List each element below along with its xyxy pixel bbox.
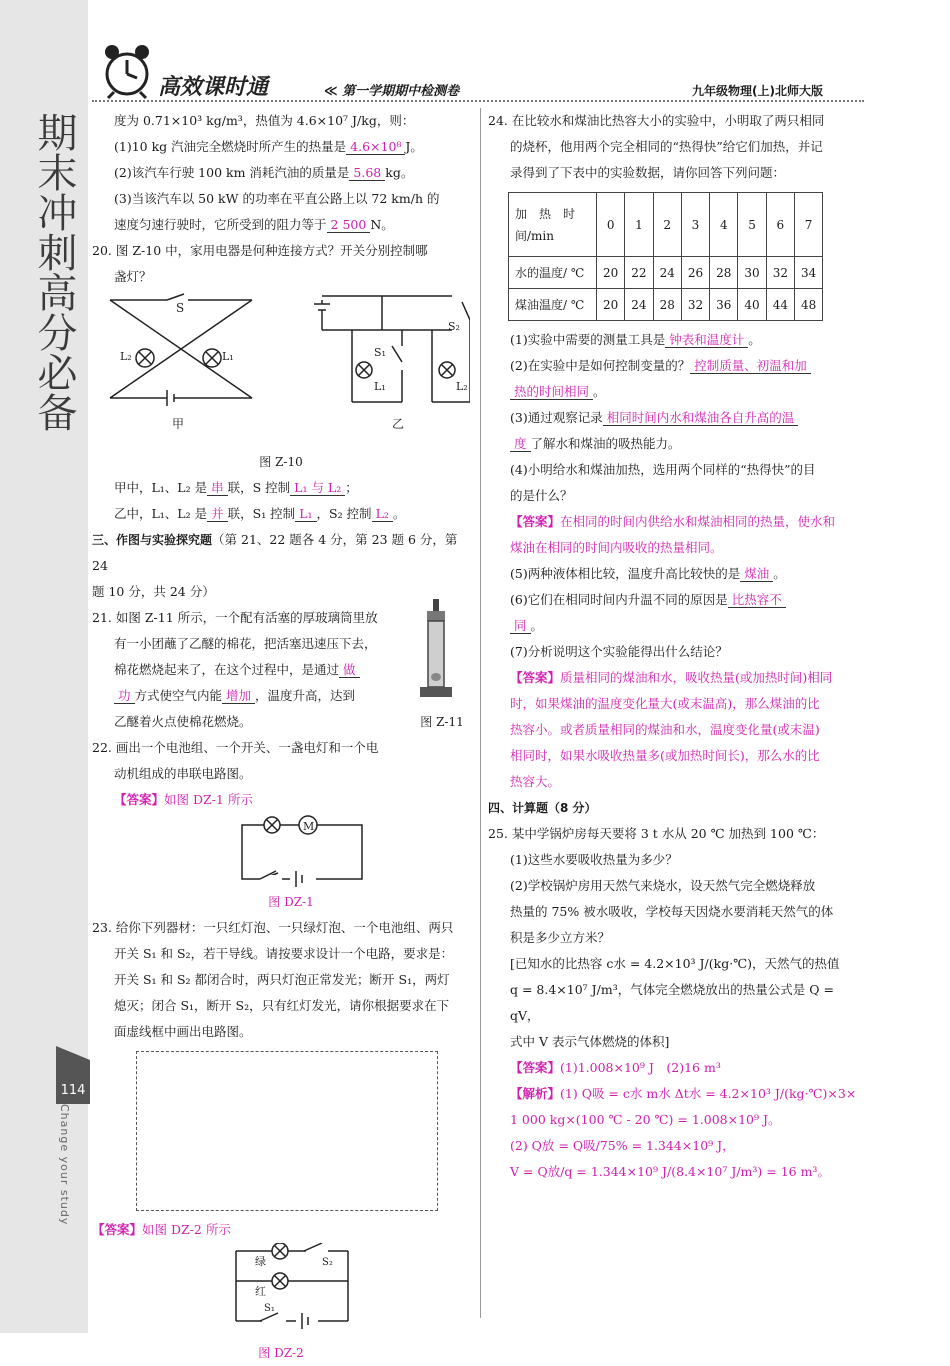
figure-caption: 图 DZ-2 [258,1346,304,1360]
answer: 做 [339,662,360,678]
svg-text:M: M [303,820,315,833]
table-row: 水的温度/ ℃ 20 22 24 26 28 30 32 34 [509,257,823,289]
right-column [488,108,866,1185]
question-20: 20. 图 Z-10 中，家用电器是何种连接方式？开关分别控制哪 [92,243,428,258]
text-line: 熄灭；闭合 S₁，断开 S₂，只有红灯发光，请你根据要求在下 [114,998,450,1013]
table-row: 加 热 时间/min 0 1 2 3 4 5 6 7 [509,193,823,257]
answer: 煤油 [740,566,773,582]
green-lamp-label: 绿 [255,1255,266,1268]
text-line: (3)通过观察记录 相同时间内水和煤油各自升高的温 [488,405,866,431]
text-line: 面虚线框中画出电路图。 [114,1024,252,1039]
svg-text:L₁: L₁ [374,380,386,393]
circuit-figure-z10 [92,290,470,440]
answer-line: 热容大。 [510,774,561,789]
question-24: 24. 在比较水和煤油比热容大小的实验中，小明取了两只相同 [488,113,825,128]
solution-line: 【解析】(1) Q吸 = c水 m水 Δt水 = 4.2×10³ J/(kg·℃)×3× [510,1086,857,1101]
answer: L₂ [372,506,393,522]
question-25: 25. 某中学锅炉房每天要将 3 t 水从 20 ℃ 加热到 100 ℃： [488,826,825,841]
text-line: 度 了解水和煤油的吸热能力。 [488,431,866,457]
answer: 钟表和温度计 [665,332,748,348]
circuit-figure-dz2 [92,1243,470,1331]
text-line: (1)实验中需要的测量工具是 钟表和温度计 。 [510,332,761,347]
question-22: 22. 画出一个电池组、一个开关、一盏电灯和一个电 [92,740,379,755]
text-line: 式中 V 表示气体燃烧的体积] [510,1034,670,1049]
text-line: 录得到了下表中的实验数据，请你回答下列问题： [510,165,786,180]
text-line: (7)分析说明这个实验能得出什么结论？ [510,644,728,659]
answer-line: 【答案】如图 DZ-1 所示 [114,792,253,807]
answer: 控制质量、初温和加 [690,358,811,374]
answer: 同 [510,618,531,634]
text-line: (2)在实验中是如何控制变量的？ 控制质量、初温和加 [488,353,866,379]
text-line: 热的时间相同 。 [488,379,866,405]
svg-text:S₁: S₁ [374,346,386,359]
text-line: (1)这些水要吸收热量为多少？ [510,852,678,867]
exam-title: ≪ 第一学期期中检测卷 [324,84,460,99]
svg-text:S₂: S₂ [322,1257,333,1268]
svg-text:S₁: S₁ [264,1303,275,1314]
fig-label-yi: 乙 [392,417,405,431]
text-line: (2)学校锅炉房用天然气来烧水，设天然气完全燃烧释放 [510,878,816,893]
answer: 2 500 [327,217,371,233]
svg-text:S: S [176,301,185,315]
answer-line: 时，如果煤油的温度变化量大(或末温高)，那么煤油的比 [510,696,820,711]
answer: 相同时间内水和煤油各自升高的温 [603,410,799,426]
answer: L₁ 与 L₂ [290,480,345,496]
text-line: 速度匀速行驶时，它所受到的阻力等于 2 500 N。 [114,217,394,232]
answer-line: 【答案】(1)1.008×10⁹ J (2)16 m³ [510,1060,721,1075]
answer-line: 【答案】质量相同的煤油和水，吸收热量(或加热时间)相同 [510,670,833,685]
answer: 并 [207,506,228,522]
text-line: 题 10 分，共 24 分） [92,584,215,599]
solution-line: 1 000 kg×(100 ℃ - 20 ℃) = 1.008×10⁹ J。 [510,1112,781,1127]
answer: 功 [114,688,135,704]
left-column [92,108,470,1366]
text-line: 甲中，L₁、L₂ 是 串 联，S 控制 L₁ 与 L₂ ； [114,480,358,495]
text-line: 的烧杯，他用两个完全相同的“热得快”给它们加热，并记 [510,139,823,154]
slogan: Change your study [58,1104,71,1226]
grade-label: 九年级物理(上)北师大版 [692,84,823,98]
text-line: 度为 0.71×10³ kg/m³，热值为 4.6×10⁷ J/kg，则： [114,113,415,128]
red-lamp-label: 红 [255,1285,266,1298]
text-line: 乙中，L₁、L₂ 是 并 联，S₁ 控制 L₁ ，S₂ 控制 L₂ 。 [114,506,406,521]
glass-cylinder-icon [418,599,454,701]
answer: 5.68 [349,165,385,181]
fig-label-jia: 甲 [172,417,185,431]
header-divider [92,100,864,106]
clock-logo-icon [98,40,156,100]
page-number: 114 [56,1060,90,1104]
text-line: (2)该汽车行驶 100 km 消耗汽油的质量是 5.68 kg。 [114,165,414,180]
data-table [508,192,823,321]
circuit-figure-dz1 [112,813,490,889]
sidebar [0,0,88,1333]
text-line: (1)10 kg 汽油完全燃烧时所产生的热量是 4.6×10⁸ J。 [114,139,423,154]
section-4-heading: 四、计算题（8 分） [488,801,597,815]
text-line: 热量的 75% 被水吸收，学校每天因烧水要消耗天然气的体 [510,904,834,919]
logo-text: 高效课时通 [158,75,269,100]
text-line: 同 。 [488,613,866,639]
text-line: 的是什么？ [510,488,573,503]
question-23: 23. 给你下列器材：一只红灯泡、一只绿灯泡、一个电池组、两只 [92,920,454,935]
text-line: (6)它们在相同时间内升温不同的原因是 比热容不 [488,587,866,613]
figure-caption: 图 Z-10 [259,455,303,469]
drawing-area[interactable] [136,1051,438,1211]
solution-line: V = Q放/q = 1.344×10⁹ J/(8.4×10⁷ J/m³) = 16 m³。 [510,1164,830,1179]
answer: 串 [207,480,228,496]
text-line: (5)两种液体相比较，温度升高比较快的是 煤油 。 [510,566,786,581]
text-line: q = 8.4×10⁷ J/m³，气体完全燃烧放出的热量公式是 Q = qV， [510,982,834,1023]
answer-line: 煤油在相同的时间内吸收的热量相同。 [510,540,723,555]
answer: L₁ [295,506,316,522]
answer-line: 【答案】在相同的时间内供给水和煤油相同的热量，使水和 [510,514,836,529]
answer-line: 热容小。或者质量相同的煤油和水，温度变化量(或末温) [510,722,820,737]
svg-text:S₂: S₂ [448,320,460,333]
figure-caption: 图 DZ-1 [268,895,314,909]
answer: 增加 [222,688,255,704]
svg-text:L₂: L₂ [120,350,132,363]
text-line: 动机组成的串联电路图。 [114,766,252,781]
answer-line: 相同时，如果水吸收热量多(或加热时间长)，那么水的比 [510,748,820,763]
text-line: (3)当该汽车以 50 kW 的功率在平直公路上以 72 km/h 的 [114,191,440,206]
svg-text:L₂: L₂ [456,380,468,393]
text-line: 开关 S₁ 和 S₂ 都闭合时，两只灯泡正常发光；断开 S₁，两灯 [114,972,450,987]
text-line: [已知水的比热容 c水 = 4.2×10³ J/(kg·℃)，天然气的热值 [510,956,840,971]
answer-line: 【答案】如图 DZ-2 所示 [92,1222,231,1237]
text-line: 开关 S₁ 和 S₂，若干导线。请按要求设计一个电路，要求是： [114,946,454,961]
sidebar-title: 期末冲刺高分必备 [31,112,77,432]
answer: 度 [510,436,531,452]
text-line: 积是多少立方米？ [510,930,611,945]
text-line: (4)小明给水和煤油加热，选用两个同样的“热得快”的目 [510,462,816,477]
header [92,40,872,104]
table-row: 煤油温度/ ℃ 20 24 28 32 36 40 44 48 [509,289,823,321]
question-21: 21. 如图 Z-11 所示，一个配有活塞的厚玻璃筒里放 有一小团蘸了乙醚的棉花，把活塞迅速压下去， 棉花燃烧起来了，在这个过程中，是通过 做 功 方式使空气内能 增加 ，温度升高，达到 乙醚着火点使棉花燃烧。 图 Z-11 [92,605,470,735]
answer: 比热容不 [728,592,786,608]
text-line: 盏灯？ [114,269,152,284]
solution-line: (2) Q放 = Q吸/75% = 1.344×10⁹ J， [510,1138,735,1153]
figure-caption: 图 Z-11 [420,715,464,729]
section-3-heading: 三、作图与实验探究题（第 21、22 题各 4 分，第 23 题 6 分，第 24 [92,532,458,573]
answer: 热的时间相同 [510,384,593,400]
answer: 4.6×10⁸ [346,139,405,155]
svg-text:L₁: L₁ [222,350,234,363]
